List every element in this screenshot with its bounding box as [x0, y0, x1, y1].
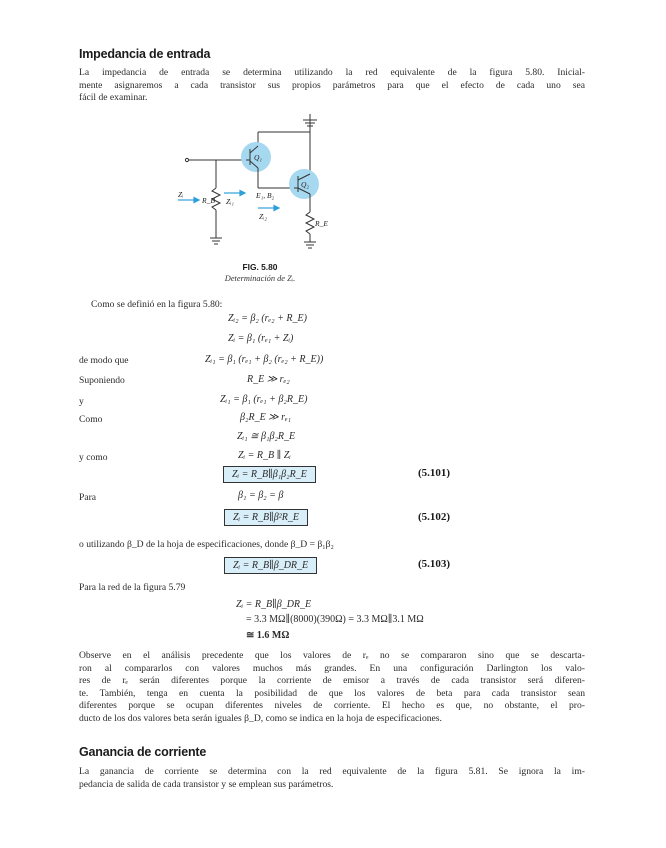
q1-label: Q₁: [254, 153, 263, 162]
zi1-label: Zᵢ₁: [226, 197, 234, 206]
derivation-label: y como: [79, 452, 108, 463]
derivation-intro: Como se definió en la figura 5.80:: [91, 299, 223, 310]
current-gain-line: pedancia de salida de cada transistor y se emplean sus parámetros.: [79, 778, 334, 790]
observation-line: Observe en el análisis precedente que los valores de rₑ no se compararon sino que se descarta-: [79, 650, 585, 661]
equation-number: (5.103): [418, 558, 451, 570]
calculation-result: ≅ 1.6 MΩ: [246, 630, 290, 641]
equation: Zᵢ₁ = β₁ (rₑ₁ + β₂ (rₑ₂ + R_E)): [205, 354, 324, 365]
current-gain-line: La ganancia de corriente se determina con la red equivalente de la figura 5.81. Se ignora la im-: [79, 766, 585, 777]
section-heading-current-gain: Ganancia de corriente: [79, 745, 207, 759]
equation: Zᵢ = R_B ∥ Zᵢ: [238, 450, 291, 461]
derivation-label: Suponiendo: [79, 375, 125, 386]
derivation-label: Para: [79, 492, 97, 503]
intro-line: mente asignaremos a cada transistor sus propios parámetros para que el efecto de cada uno sea: [79, 79, 585, 91]
observation-line: te. También, tenga en cuenta la posibilidad de que los valores de beta para cada transistor sean: [79, 687, 585, 699]
equation: Zᵢ₂ = β₂ (rₑ₂ + R_E): [228, 313, 307, 324]
zi-label: Zᵢ: [178, 190, 184, 199]
figure-number: FIG. 5.80: [242, 262, 278, 272]
current-gain-paragraph: [79, 766, 585, 791]
observation-line: diferentes porque se ocupan diferentes niveles de corriente. El hecho es que, no obstante, el pro-: [79, 700, 585, 712]
equation: β₂R_E ≫ rₑ₁: [240, 412, 292, 423]
zi2-label: Zᵢ₂: [259, 212, 267, 221]
derivation-line: Para la red de la figura 5.79: [79, 582, 186, 593]
calculation-line: = 3.3 MΩ∥(8000)(390Ω) = 3.3 MΩ∥3.1 MΩ: [246, 614, 424, 625]
equation-number: (5.101): [418, 467, 451, 479]
equation: β₁ = β₂ = β: [238, 490, 284, 501]
e1b2-label: E₁, B₂: [256, 191, 275, 200]
observation-line: ron al compararlos con valores muchos más grandes. En una configuración Darlington los valo-: [79, 662, 585, 674]
equation: Zᵢ₁ = β₁ (rₑ₁ + β₂R_E): [220, 394, 308, 405]
equation: R_E ≫ rₑ₂: [247, 374, 290, 385]
boxed-equation-5-101: Zᵢ = R_B∥β₁β₂R_E: [223, 466, 316, 483]
q2-label: Q₂: [301, 180, 310, 189]
boxed-equation-5-103: Zᵢ = R_B∥β_DR_E: [224, 557, 317, 574]
derivation-label: de modo que: [79, 355, 129, 366]
section-heading-input-impedance: Impedancia de entrada: [79, 47, 211, 61]
darlington-circuit-figure: [170, 112, 350, 252]
calculation-line: Zᵢ = R_B∥β_DR_E: [236, 599, 312, 610]
equation: Zᵢ₁ ≅ β₁β₂R_E: [237, 431, 296, 442]
derivation-label: Como: [79, 414, 103, 425]
boxed-equation-5-102: Zᵢ = R_B∥β²R_E: [224, 509, 308, 526]
equation: Zᵢ = β₁ (rₑ₁ + Zᵢ): [228, 333, 294, 344]
observation-line: ducto de los dos valores beta serán iguales β_D, como se indica en la hoja de especificaciones.: [79, 712, 442, 724]
derivation-label: y: [79, 396, 84, 407]
rb-label: R_B: [202, 196, 215, 205]
observation-paragraph: [79, 650, 585, 726]
intro-line: fácil de examinar.: [79, 92, 148, 104]
re-label: R_E: [315, 219, 328, 228]
figure-caption: Determinación de Zᵢ.: [224, 274, 296, 283]
observation-line: res de rₑ serán diferentes porque la corriente de emisor a través de cada transistor será diferen-: [79, 675, 585, 687]
equation-number: (5.102): [418, 511, 451, 523]
derivation-line: o utilizando β_D de la hoja de especificaciones, donde β_D = β₁β₂: [79, 539, 334, 550]
intro-line: La impedancia de entrada se determina utilizando la red equivalente de la figura 5.80. Inicial-: [79, 67, 585, 78]
intro-paragraph: [79, 67, 585, 105]
